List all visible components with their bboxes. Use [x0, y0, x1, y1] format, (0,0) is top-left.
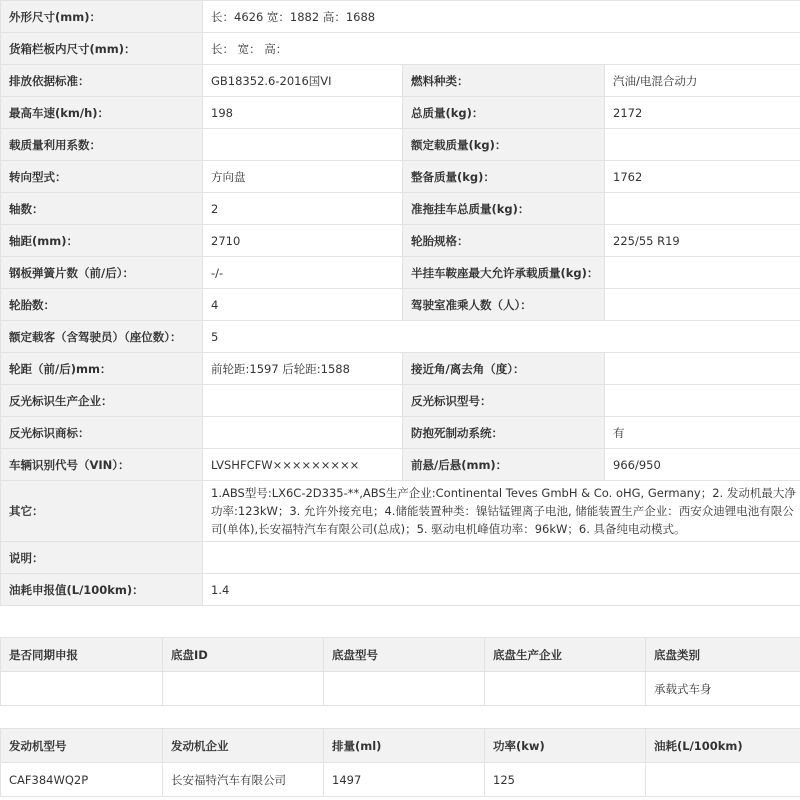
column-header: 发动机企业 — [163, 729, 324, 763]
table-row — [1, 353, 800, 385]
gross-mass-label: 总质量(kg)： — [403, 97, 605, 129]
table-header-row — [1, 638, 800, 672]
wheelbase-value: 2710 — [203, 225, 403, 257]
table-row — [1, 574, 800, 606]
tire-spec-label: 轮胎规格： — [403, 225, 605, 257]
table-row — [1, 672, 800, 706]
leaf-spring-value: -/- — [203, 257, 403, 289]
tire-count-value: 4 — [203, 289, 403, 321]
table-cell: 1497 — [324, 763, 485, 797]
vin-label: 车辆识别代号（VIN）： — [1, 449, 203, 481]
table-row — [1, 449, 800, 481]
seat-count-label: 额定载客（含驾驶员）（座位数）： — [1, 321, 203, 353]
approach-angle-label: 接近角/离去角（度）： — [403, 353, 605, 385]
reflector-brand-label: 反光标识商标： — [1, 417, 203, 449]
table-row — [1, 542, 800, 574]
table-cell: CAF384WQ2P — [1, 763, 163, 797]
column-header: 排量(ml) — [324, 729, 485, 763]
gross-mass-value: 2172 — [605, 97, 800, 129]
table-row — [1, 289, 800, 321]
table-cell — [324, 672, 485, 706]
table-row — [1, 257, 800, 289]
table-row — [1, 1, 800, 33]
dimension-value: 长：4626 宽：1882 高：1688 — [203, 1, 800, 33]
track-width-label: 轮距（前/后)mm： — [1, 353, 203, 385]
column-header: 发动机型号 — [1, 729, 163, 763]
abs-value: 有 — [605, 417, 800, 449]
overhang-value: 966/950 — [605, 449, 800, 481]
fuel-type-label: 燃料种类： — [403, 65, 605, 97]
table-row — [1, 763, 800, 797]
axle-count-value: 2 — [203, 193, 403, 225]
table-cell — [163, 672, 324, 706]
curb-weight-label: 整备质量(kg)： — [403, 161, 605, 193]
max-speed-value: 198 — [203, 97, 403, 129]
steering-type-label: 转向型式： — [1, 161, 203, 193]
table-cell — [646, 763, 800, 797]
table-row — [1, 129, 800, 161]
vin-value: LVSHFCFW××××××××× — [203, 449, 403, 481]
max-speed-label: 最高车速(km/h)： — [1, 97, 203, 129]
reflector-brand-value — [203, 417, 403, 449]
axle-count-label: 轴数： — [1, 193, 203, 225]
table-row — [1, 33, 800, 65]
emission-standard-value: GB18352.6-2016国VI — [203, 65, 403, 97]
table-row — [1, 321, 800, 353]
table-row — [1, 97, 800, 129]
leaf-spring-label: 钢板弹簧片数（前/后）： — [1, 257, 203, 289]
table-row — [1, 193, 800, 225]
column-header: 底盘型号 — [324, 638, 485, 672]
table-row — [1, 225, 800, 257]
column-header: 功率(kw) — [485, 729, 646, 763]
load-factor-value — [203, 129, 403, 161]
chassis-table — [0, 637, 800, 706]
column-header: 是否同期申报 — [1, 638, 163, 672]
steering-type-value: 方向盘 — [203, 161, 403, 193]
reflector-model-value — [605, 385, 800, 417]
reflector-maker-label: 反光标识生产企业： — [1, 385, 203, 417]
saddle-load-value — [605, 257, 800, 289]
load-factor-label: 载质量利用系数： — [1, 129, 203, 161]
other-value: 1.ABS型号:LX6C-2D335-**,ABS生产企业:Continental Teves GmbH & Co. oHG, Germany；2. 发动机最大净功率:123kW；3. 允许外接充电；4.储能装置种类：镍钴锰锂离子电池, 储能装置生产企业：西安众迪锂电池有限公司(单体),长安福特汽车有限公司(总成)；5. 驱动电机峰值功率：96kW；6. 具备纯电动模式。 — [203, 481, 800, 542]
fuel-type-value: 汽油/电混合动力 — [605, 65, 800, 97]
table-header-row — [1, 729, 800, 763]
rated-load-value — [605, 129, 800, 161]
approach-angle-value — [605, 353, 800, 385]
tire-spec-value: 225/55 R19 — [605, 225, 800, 257]
overhang-label: 前悬/后悬(mm)： — [403, 449, 605, 481]
table-cell — [1, 672, 163, 706]
reflector-maker-value — [203, 385, 403, 417]
saddle-load-label: 半挂车鞍座最大允许承载质量(kg)： — [403, 257, 605, 289]
track-width-value: 前轮距:1597 后轮距:1588 — [203, 353, 403, 385]
tire-count-label: 轮胎数： — [1, 289, 203, 321]
cargo-box-value: 长： 宽： 高： — [203, 33, 800, 65]
table-row — [1, 161, 800, 193]
table-row — [1, 385, 800, 417]
reflector-model-label: 反光标识型号： — [403, 385, 605, 417]
abs-label: 防抱死制动系统： — [403, 417, 605, 449]
seat-count-value: 5 — [203, 321, 800, 353]
table-row — [1, 65, 800, 97]
dimension-label: 外形尺寸(mm)： — [1, 1, 203, 33]
rated-load-label: 额定载质量(kg)： — [403, 129, 605, 161]
table-row — [1, 417, 800, 449]
wheelbase-label: 轴距(mm)： — [1, 225, 203, 257]
cargo-box-label: 货箱栏板内尺寸(mm)： — [1, 33, 203, 65]
column-header: 底盘生产企业 — [485, 638, 646, 672]
column-header: 底盘类别 — [646, 638, 800, 672]
cab-capacity-label: 驾驶室准乘人数（人）： — [403, 289, 605, 321]
column-header: 油耗(L/100km) — [646, 729, 800, 763]
fuel-consumption-value: 1.4 — [203, 574, 800, 606]
table-row — [1, 481, 800, 542]
table-cell: 125 — [485, 763, 646, 797]
table-cell: 长安福特汽车有限公司 — [163, 763, 324, 797]
notes-label: 说明： — [1, 542, 203, 574]
trailer-mass-label: 准拖挂车总质量(kg)： — [403, 193, 605, 225]
curb-weight-value: 1762 — [605, 161, 800, 193]
notes-value — [203, 542, 800, 574]
fuel-consumption-label: 油耗申报值(L/100km)： — [1, 574, 203, 606]
other-label: 其它： — [1, 481, 203, 542]
trailer-mass-value — [605, 193, 800, 225]
table-cell: 承载式车身 — [646, 672, 800, 706]
column-header: 底盘ID — [163, 638, 324, 672]
cab-capacity-value — [605, 289, 800, 321]
engine-table — [0, 728, 800, 797]
table-cell — [485, 672, 646, 706]
emission-standard-label: 排放依据标准： — [1, 65, 203, 97]
